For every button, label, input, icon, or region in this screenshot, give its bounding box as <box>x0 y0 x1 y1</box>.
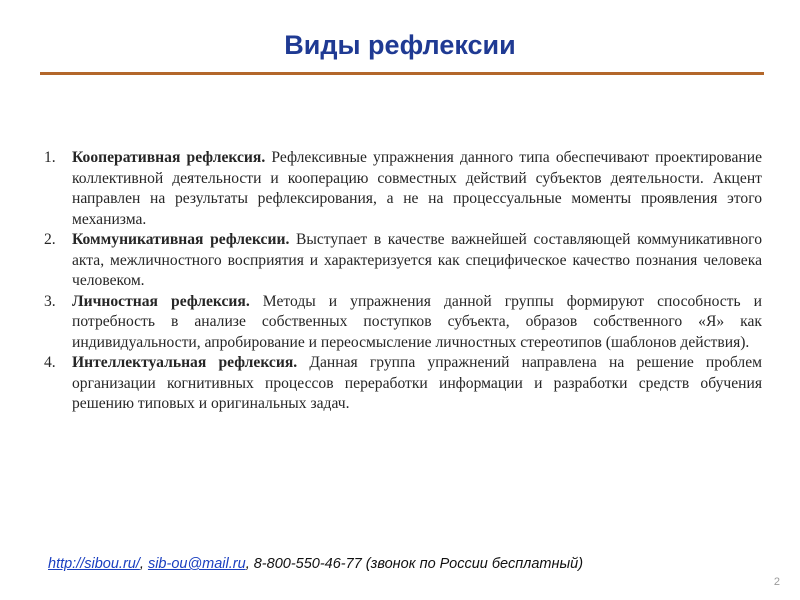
list-item-text: Данная группа упражнений направлена на решение проблем организации когнитивных процессов переработки информации и разработки средств обучения решению типовых и оригинальных задач. <box>72 354 762 412</box>
list-item <box>44 148 762 230</box>
list-item-paragraph <box>72 148 762 230</box>
list-item <box>44 353 762 415</box>
list-item-text: Рефлексивные упражнения данного типа обеспечивают проектирование коллективной деятельности и кооперацию совместных действий субъектов деятельности. Акцент направлен на результаты рефлексирования, а не на процессуальные моменты проявления этого механизма. <box>72 149 762 228</box>
website-link[interactable]: http://sibou.ru/ <box>48 556 140 572</box>
list-item-term: Коммуникативная рефлексии. <box>72 231 290 248</box>
footer-separator: , <box>139 556 148 572</box>
list-item-number: 2. <box>44 231 56 248</box>
list-item-number: 4. <box>44 354 56 371</box>
list-item-text: Методы и упражнения данной группы формируют способность и потребность в анализе собственных поступков субъекта, образов собственного «Я» как индивидуальности, апробирование и переосмысление личностных стереотипов (шаблонов действия). <box>72 292 763 351</box>
phone-text: , 8-800-550-46-77 (звонок по России бесплатный) <box>245 556 584 572</box>
list-item-term: Личностная рефлексия. <box>72 292 250 310</box>
list-item-number: 1. <box>44 149 56 166</box>
list-item-paragraph <box>72 292 762 354</box>
contact-footer <box>48 556 583 572</box>
email-link[interactable]: sib-ou@mail.ru <box>147 556 246 572</box>
slide-title: Виды рефлексии <box>284 30 516 60</box>
page-number: 2 <box>773 576 780 588</box>
title-divider <box>40 72 764 75</box>
list-item-paragraph <box>72 353 762 415</box>
document-body <box>44 148 762 415</box>
list-item-text: Выступает в качестве важнейшей составляющей коммуникативного акта, межличностного восприятия и характеризуется как специфическое качество познания человека человеком. <box>72 231 762 289</box>
list-item-number: 3. <box>44 292 56 310</box>
reflection-types-list <box>44 148 762 415</box>
list-item-term: Кооперативная рефлексия. <box>72 149 266 166</box>
list-item-term: Интеллектуальная рефлексия. <box>72 354 298 371</box>
list-item <box>44 292 762 354</box>
list-item <box>44 230 762 292</box>
list-item-paragraph <box>72 230 762 292</box>
